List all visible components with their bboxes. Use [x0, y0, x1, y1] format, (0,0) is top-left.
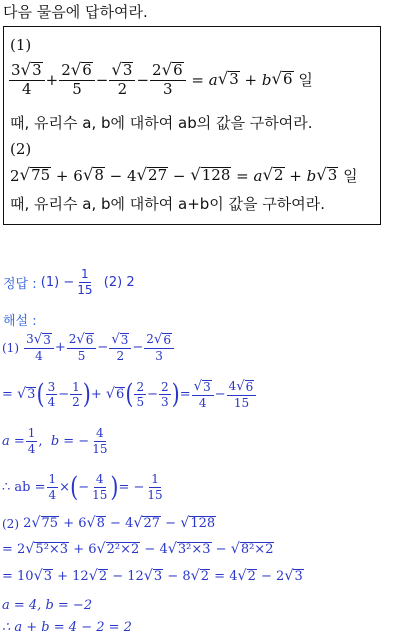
- solution-p2-line3: = 10 √ 3 + 12 √ 2 − 12 √ 3 − 8 √ 2 = 4 √ 2 − 2 √ 3: [2, 568, 303, 585]
- solution-p2-line2: = 2 √ 5²×3 + 6 √ 2²×2 − 4 √ 3²×3 − √ 8²×2: [2, 541, 274, 558]
- solution-label: 해설 :: [3, 314, 37, 329]
- solution-p2-line1: (2) 2 √ 75 + 6 √ 8 − 4 √ 27 − √ 128: [2, 515, 216, 532]
- answer-part2: (2) 2: [103, 274, 135, 290]
- part1-tail: 일: [298, 71, 313, 90]
- solution-p1-line2: = √ 3 ( $\frac{3}{4}$ − $\frac{1}{2}$ ) + √ 6 ( $\frac{2}{5}$ − $\frac{2}{3}$ ) = √ 3 4 − 4 √ 6 15: [2, 380, 257, 409]
- solution-p1-line1: (1) 3 √ 3 4 + 2 √ 6 5 − √ 3 2 − 2 √ 6 3: [2, 333, 175, 362]
- question-header: 다음 물음에 답하여라.: [3, 3, 148, 21]
- solution-ab-product: ∴ ab = $\frac{1}{4}$ × ( − $\frac{4}{15}$ ) = − $\frac{1}{15}$: [2, 470, 163, 503]
- solution-p2-line5: ∴ a + b = 4 − 2 = 2: [2, 620, 132, 635]
- solution-p2-line4: a = 4, b = −2: [2, 598, 93, 613]
- part1-line2: 때, 유리수 a, b에 대하여 ab의 값을 구하여라.: [10, 114, 313, 132]
- answer-part1-num: 1: [81, 267, 89, 281]
- solution-ab-values: a = $\frac{1}{4}$ , b = − $\frac{4}{15}$: [2, 426, 108, 456]
- part1-equation: 3 √ 3 4 + 2 √ 6 5 − √ 3 2 − 2 √ 6 3 = a √ 3 + b √ 6 일: [11, 60, 313, 98]
- part2-tail: 일: [343, 167, 358, 185]
- part1-label: (1): [10, 36, 32, 54]
- answer-label: 정답 :: [3, 276, 37, 292]
- answer-part1-den: 15: [77, 282, 93, 297]
- part2-equation: 2 √ 75 + 6 √ 8 − 4 √ 27 − √ 128 = a √ 2 + b √ 3 일: [10, 165, 358, 185]
- answer-part1-prefix: (1) −: [40, 274, 75, 290]
- part2-label: (2): [10, 140, 32, 158]
- answer-line: [3, 268, 135, 296]
- part2-line2: 때, 유리수 a, b에 대하여 a+b이 값을 구하여라.: [10, 195, 326, 213]
